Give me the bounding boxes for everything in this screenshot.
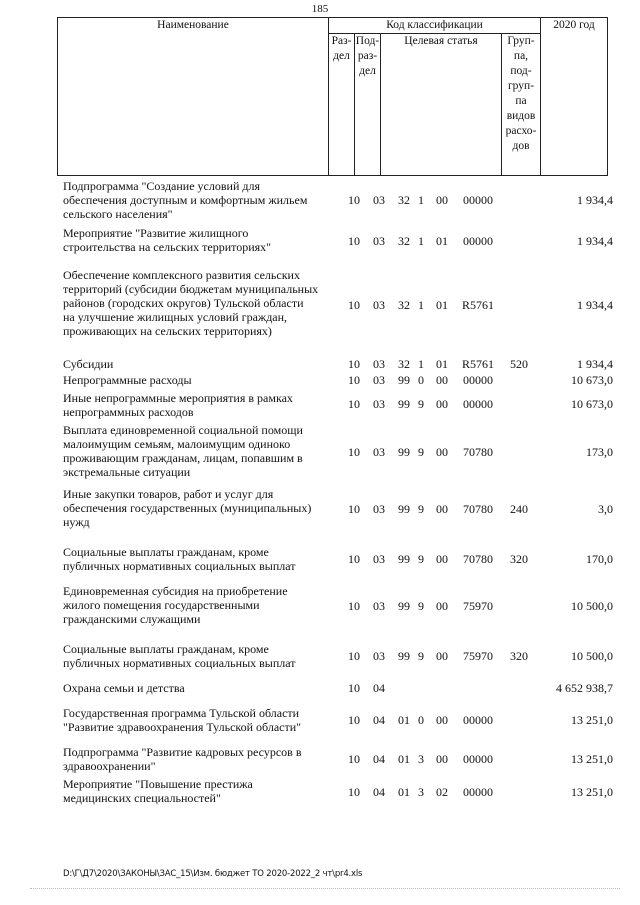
row-sum: 13 251,0 <box>571 713 613 727</box>
row-name <box>63 642 335 670</box>
table-header <box>57 17 608 176</box>
header-razdel-line: Раз- <box>331 35 352 47</box>
row-name-line: Мероприятие "Повышение престижа <box>63 777 253 791</box>
table-row <box>63 357 613 371</box>
row-razdel: 10 <box>348 713 360 727</box>
row-direction: R5761 <box>461 357 494 371</box>
header-gruppa-line: расхо- <box>505 125 537 137</box>
row-direction: 00000 <box>463 752 493 766</box>
row-name-line: Социальные выплаты гражданам, кроме <box>63 545 269 559</box>
row-podrazdel: 03 <box>373 599 385 613</box>
header-razdel <box>329 34 355 176</box>
header-podrazdel <box>355 34 381 176</box>
row-program: 99 <box>398 397 410 411</box>
header-gruppa-line: дов <box>512 140 530 152</box>
row-razdel: 10 <box>348 298 360 312</box>
row-name-line: Мероприятие "Развитие жилищного <box>63 226 249 240</box>
row-podrazdel: 04 <box>373 752 385 766</box>
table-row <box>63 681 613 695</box>
header-podrazdel-line: дел <box>359 65 376 77</box>
row-name <box>63 268 335 338</box>
row-program: 99 <box>398 649 410 663</box>
row-expense-group: 520 <box>510 357 528 371</box>
row-razdel: 10 <box>348 357 360 371</box>
row-razdel: 10 <box>348 397 360 411</box>
row-subprogram: 9 <box>418 552 424 566</box>
row-expense-group: 240 <box>510 502 528 516</box>
row-podrazdel: 03 <box>373 502 385 516</box>
table-row <box>63 777 613 805</box>
row-name-line: проживающих на сельских территориях) <box>63 324 272 338</box>
row-main-event: 00 <box>436 397 448 411</box>
row-name <box>63 777 335 805</box>
row-name <box>63 545 335 573</box>
row-program: 01 <box>398 785 410 799</box>
table-row <box>63 226 613 254</box>
row-razdel: 10 <box>348 681 360 695</box>
row-sum: 10 500,0 <box>571 599 613 613</box>
row-razdel: 10 <box>348 193 360 207</box>
table-row <box>63 423 613 479</box>
table-row <box>63 706 613 734</box>
row-name <box>63 179 335 221</box>
row-name <box>63 423 335 479</box>
row-subprogram: 0 <box>418 713 424 727</box>
row-main-event: 01 <box>436 357 448 371</box>
row-main-event: 00 <box>436 552 448 566</box>
row-razdel: 10 <box>348 502 360 516</box>
header-razdel-line: дел <box>333 50 350 62</box>
row-program: 99 <box>398 599 410 613</box>
row-subprogram: 3 <box>418 752 424 766</box>
row-direction: R5761 <box>461 298 494 312</box>
row-main-event: 00 <box>436 713 448 727</box>
row-program: 32 <box>398 357 410 371</box>
row-direction: 00000 <box>463 397 493 411</box>
row-name-line: малоимущим семьям, малоимущим одиноко <box>63 437 291 451</box>
footer-file-path: D:\Г\Д7\2020\ЗАКОНЫ\ЗАС_15\Изм. бюджет ТО 2020-2022_2 чт\pr4.xls <box>63 869 363 879</box>
row-name <box>63 373 335 387</box>
row-name-line: публичных нормативных социальных выплат <box>63 559 296 573</box>
row-podrazdel: 03 <box>373 193 385 207</box>
header-statya: Целевая статья <box>381 34 502 176</box>
row-podrazdel: 04 <box>373 681 385 695</box>
row-program: 01 <box>398 713 410 727</box>
row-name-line: обеспечения государственных (муниципальных) <box>63 501 312 515</box>
row-program: 32 <box>398 193 410 207</box>
row-direction: 00000 <box>463 713 493 727</box>
row-main-event: 02 <box>436 785 448 799</box>
row-subprogram: 9 <box>418 502 424 516</box>
row-name-line: Единовременная субсидия на приобретение <box>63 584 288 598</box>
row-sum: 1 934,4 <box>577 298 613 312</box>
row-name-line: гражданскими служащими <box>63 612 201 626</box>
row-name-line: Охрана семьи и детства <box>63 681 185 695</box>
row-direction: 70780 <box>463 445 493 459</box>
row-main-event: 00 <box>436 649 448 663</box>
row-name-line: Субсидии <box>63 357 114 371</box>
row-direction: 75970 <box>463 649 493 663</box>
row-podrazdel: 03 <box>373 445 385 459</box>
row-razdel: 10 <box>348 373 360 387</box>
row-name-line: Выплата единовременной социальной помощи <box>63 423 303 437</box>
row-program: 01 <box>398 752 410 766</box>
row-podrazdel: 03 <box>373 373 385 387</box>
row-sum: 10 673,0 <box>571 373 613 387</box>
row-name <box>63 745 335 773</box>
row-name-line: Подпрограмма "Развитие кадровых ресурсов в <box>63 745 302 759</box>
row-razdel: 10 <box>348 752 360 766</box>
table-row <box>63 391 613 419</box>
row-name-line: строительства на сельских территориях" <box>63 240 272 254</box>
row-subprogram: 9 <box>418 649 424 663</box>
row-program: 99 <box>398 502 410 516</box>
row-subprogram: 1 <box>418 193 424 207</box>
row-name <box>63 584 335 626</box>
row-sum: 1 934,4 <box>577 193 613 207</box>
row-podrazdel: 03 <box>373 357 385 371</box>
table-row <box>63 545 613 573</box>
row-sum: 1 934,4 <box>577 357 613 371</box>
row-razdel: 10 <box>348 445 360 459</box>
row-name-line: непрограммных расходов <box>63 405 194 419</box>
row-name <box>63 681 335 695</box>
row-main-event: 00 <box>436 752 448 766</box>
row-name-line: Иные закупки товаров, работ и услуг для <box>63 487 274 501</box>
header-gruppa-line: па <box>515 95 527 107</box>
row-program: 99 <box>398 445 410 459</box>
header-gruppa-line: па, <box>513 50 529 62</box>
row-name <box>63 706 335 734</box>
table-row <box>63 584 613 626</box>
row-podrazdel: 03 <box>373 552 385 566</box>
row-direction: 00000 <box>463 785 493 799</box>
row-name-line: жилого помещения государственными <box>63 598 260 612</box>
header-gruppa-line: груп- <box>507 80 535 92</box>
row-name-line: сельского населения" <box>63 207 173 221</box>
row-direction: 75970 <box>463 599 493 613</box>
row-name-line: обеспечения доступным и комфортным жильем <box>63 193 308 207</box>
row-podrazdel: 03 <box>373 298 385 312</box>
row-subprogram: 9 <box>418 445 424 459</box>
row-direction: 00000 <box>463 373 493 387</box>
row-direction: 70780 <box>463 552 493 566</box>
header-gruppa <box>502 34 541 176</box>
row-sum: 170,0 <box>586 552 613 566</box>
header-gruppa-line: под- <box>510 65 532 77</box>
table-row <box>63 745 613 773</box>
row-name-line: проживающим гражданам, лицам, попавшим в <box>63 451 303 465</box>
row-sum: 10 673,0 <box>571 397 613 411</box>
row-main-event: 01 <box>436 234 448 248</box>
header-name: Наименование <box>58 18 329 176</box>
row-program: 32 <box>398 298 410 312</box>
row-sum: 173,0 <box>586 445 613 459</box>
row-sum: 1 934,4 <box>577 234 613 248</box>
row-program: 99 <box>398 552 410 566</box>
row-razdel: 10 <box>348 785 360 799</box>
row-subprogram: 1 <box>418 298 424 312</box>
row-name-line: экстремальные ситуации <box>63 465 191 479</box>
row-name-line: Обеспечение комплексного развития сельских <box>63 268 300 282</box>
row-podrazdel: 04 <box>373 785 385 799</box>
header-year: 2020 год <box>541 18 608 176</box>
table-row <box>63 487 613 529</box>
row-name-line: Социальные выплаты гражданам, кроме <box>63 642 269 656</box>
row-direction: 70780 <box>463 502 493 516</box>
row-expense-group: 320 <box>510 552 528 566</box>
bottom-divider <box>30 888 620 889</box>
row-podrazdel: 03 <box>373 234 385 248</box>
header-gruppa-line: Груп- <box>507 35 535 47</box>
row-razdel: 10 <box>348 599 360 613</box>
table-row <box>63 373 613 387</box>
table-row <box>63 268 613 340</box>
row-name-line: Непрограммные расходы <box>63 373 192 387</box>
row-sum: 3,0 <box>598 502 613 516</box>
row-name-line: "Развитие здравоохранения Тульской области" <box>63 720 302 734</box>
row-main-event: 00 <box>436 373 448 387</box>
row-name-line: Подпрограмма "Создание условий для <box>63 179 260 193</box>
row-razdel: 10 <box>348 552 360 566</box>
header-code: Код классификации <box>329 18 541 34</box>
row-main-event: 00 <box>436 193 448 207</box>
row-name <box>63 487 335 529</box>
row-sum: 13 251,0 <box>571 785 613 799</box>
row-name-line: публичных нормативных социальных выплат <box>63 656 296 670</box>
row-razdel: 10 <box>348 234 360 248</box>
row-main-event: 01 <box>436 298 448 312</box>
header-gruppa-line: видов <box>506 110 536 122</box>
row-program: 32 <box>398 234 410 248</box>
header-podrazdel-line: Под- <box>355 35 380 47</box>
row-subprogram: 0 <box>418 373 424 387</box>
table-row <box>63 642 613 670</box>
row-name-line: районов (городских округов) Тульской области <box>63 296 304 310</box>
row-sum: 4 652 938,7 <box>556 681 613 695</box>
table-row <box>63 179 613 221</box>
row-sum: 10 500,0 <box>571 649 613 663</box>
row-subprogram: 3 <box>418 785 424 799</box>
row-direction: 00000 <box>463 193 493 207</box>
row-name-line: нужд <box>63 515 90 529</box>
row-subprogram: 1 <box>418 357 424 371</box>
row-sum: 13 251,0 <box>571 752 613 766</box>
row-podrazdel: 03 <box>373 649 385 663</box>
row-name-line: на улучшение жилищных условий граждан, <box>63 310 288 324</box>
row-name-line: Государственная программа Тульской области <box>63 706 300 720</box>
row-razdel: 10 <box>348 649 360 663</box>
row-name-line: медицинских специальностей" <box>63 791 221 805</box>
row-main-event: 00 <box>436 502 448 516</box>
row-name-line: Иные непрограммные мероприятия в рамках <box>63 391 293 405</box>
page-number: 185 <box>311 3 329 15</box>
row-program: 99 <box>398 373 410 387</box>
row-subprogram: 9 <box>418 397 424 411</box>
row-subprogram: 9 <box>418 599 424 613</box>
row-name <box>63 357 335 371</box>
row-expense-group: 320 <box>510 649 528 663</box>
row-name-line: здравоохранении" <box>63 759 156 773</box>
row-name <box>63 391 335 419</box>
row-podrazdel: 04 <box>373 713 385 727</box>
row-direction: 00000 <box>463 234 493 248</box>
row-main-event: 00 <box>436 445 448 459</box>
row-name <box>63 226 335 254</box>
row-main-event: 00 <box>436 599 448 613</box>
row-podrazdel: 03 <box>373 397 385 411</box>
row-name-line: территорий (субсидии бюджетам муниципальных <box>63 282 319 296</box>
row-subprogram: 1 <box>418 234 424 248</box>
header-podrazdel-line: раз- <box>357 50 378 62</box>
